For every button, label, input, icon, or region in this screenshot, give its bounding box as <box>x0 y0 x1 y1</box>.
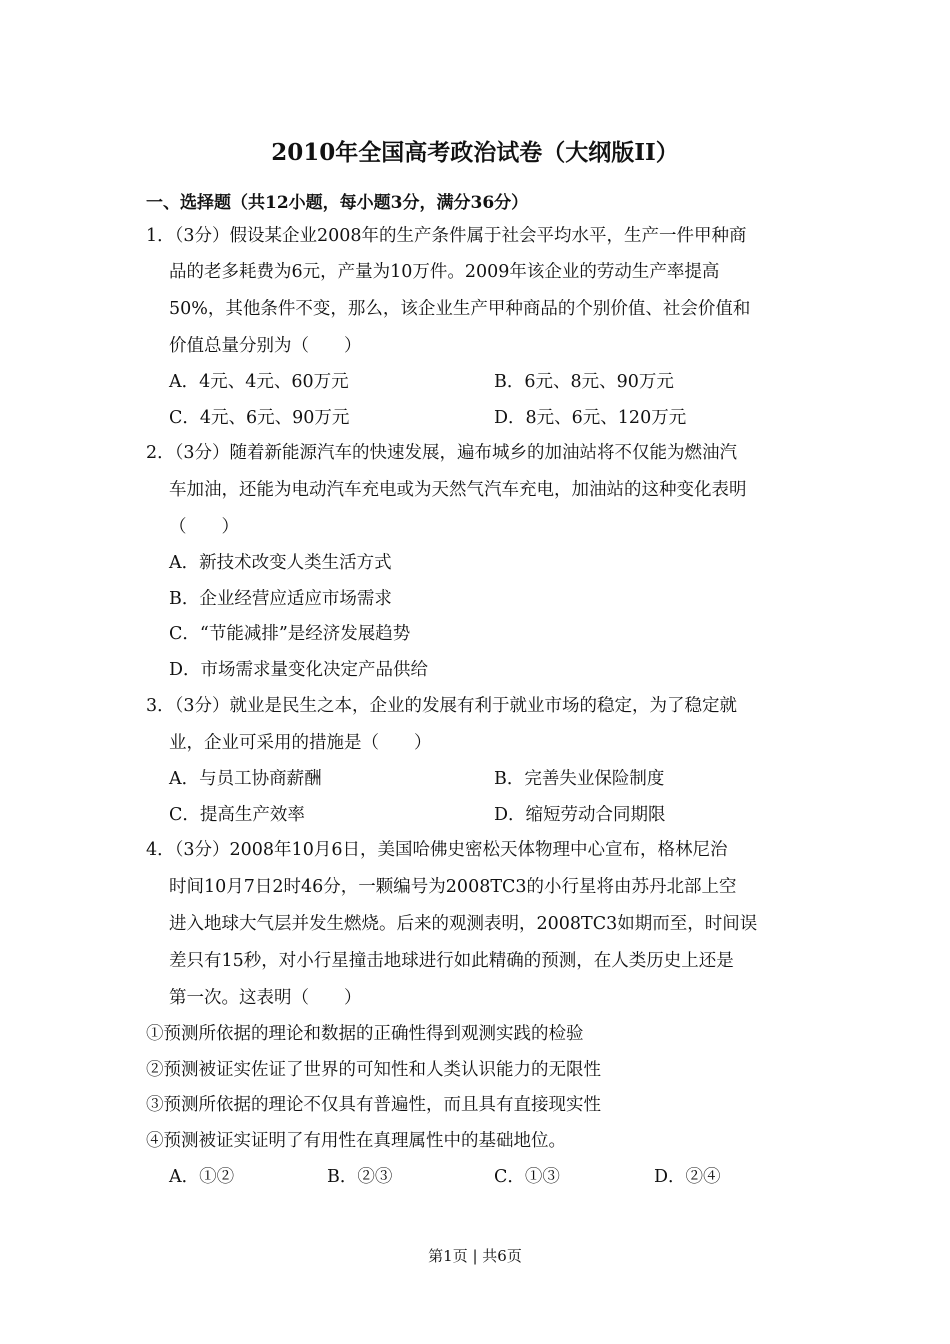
question-4-statement-2: ②预测被证实佐证了世界的可知性和人类认识能力的无限性 <box>146 1060 601 1080</box>
question-1-line-2: 品的老多耗费为6元，产量为10万件。2009年该企业的劳动生产率提高 <box>169 262 720 282</box>
question-4-option-d: D．②④ <box>654 1167 721 1187</box>
question-1-option-a: A．4元、4元、60万元 <box>169 372 349 392</box>
question-1-line-3: 50%，其他条件不变，那么，该企业生产甲种商品的个别价值、社会价值和 <box>169 299 751 319</box>
question-3-line-1: 3．（3分）就业是民生之本，企业的发展有利于就业市场的稳定，为了稳定就 <box>146 696 738 716</box>
question-1-line-1: 1．（3分）假设某企业2008年的生产条件属于社会平均水平，生产一件甲种商 <box>146 226 747 246</box>
question-1-option-c: C．4元、6元、90万元 <box>169 408 350 428</box>
question-4-statement-4: ④预测被证实证明了有用性在真理属性中的基础地位。 <box>146 1131 566 1151</box>
question-1-option-b: B．6元、8元、90万元 <box>494 372 674 392</box>
question-4-line-1: 4．（3分）2008年10月6日，美国哈佛史密松天体物理中心宣布，格林尼治 <box>146 840 728 860</box>
question-4-line-3: 进入地球大气层并发生燃烧。后来的观测表明，2008TC3如期而至，时间误 <box>169 914 758 934</box>
question-2-option-a: A．新技术改变人类生活方式 <box>169 553 392 573</box>
question-3-option-c: C．提高生产效率 <box>169 805 305 825</box>
question-3-option-b: B．完善失业保险制度 <box>494 769 665 789</box>
page-title: 2010年全国高考政治试卷（大纲版II） <box>271 139 679 166</box>
question-2-option-b: B．企业经营应适应市场需求 <box>169 589 392 609</box>
question-4-line-5: 第一次。这表明（ ） <box>169 988 362 1008</box>
question-4-line-4: 差只有15秒，对小行星撞击地球进行如此精确的预测，在人类历史上还是 <box>169 951 734 971</box>
question-4-statement-3: ③预测所依据的理论不仅具有普遍性，而且具有直接现实性 <box>146 1095 601 1115</box>
page-footer: 第1页 | 共6页 <box>428 1247 522 1265</box>
question-2-option-c: C．“节能减排”是经济发展趋势 <box>169 624 411 644</box>
question-2-line-3: （ ） <box>169 517 239 537</box>
question-1-line-4: 价值总量分别为（ ） <box>169 336 362 356</box>
question-1-option-d: D．8元、6元、120万元 <box>494 408 687 428</box>
question-2-line-1: 2．（3分）随着新能源汽车的快速发展，遍布城乡的加油站将不仅能为燃油汽 <box>146 443 738 463</box>
question-3-option-d: D．缩短劳动合同期限 <box>494 805 666 825</box>
question-2-line-2: 车加油，还能为电动汽车充电或为天然气汽车充电，加油站的这种变化表明 <box>169 480 747 500</box>
question-4-line-2: 时间10月7日2时46分，一颗编号为2008TC3的小行星将由苏丹北部上空 <box>169 877 737 897</box>
question-3-option-a: A．与员工协商薪酬 <box>169 769 322 789</box>
question-4-option-a: A．①② <box>169 1167 235 1187</box>
question-3-line-2: 业，企业可采用的措施是（ ） <box>169 733 432 753</box>
question-4-option-c: C．①③ <box>494 1167 560 1187</box>
question-4-statement-1: ①预测所依据的理论和数据的正确性得到观测实践的检验 <box>146 1024 584 1044</box>
question-2-option-d: D．市场需求量变化决定产品供给 <box>169 660 429 680</box>
section-heading: 一、选择题（共12小题，每小题3分，满分36分） <box>146 193 529 213</box>
question-4-option-b: B．②③ <box>327 1167 393 1187</box>
